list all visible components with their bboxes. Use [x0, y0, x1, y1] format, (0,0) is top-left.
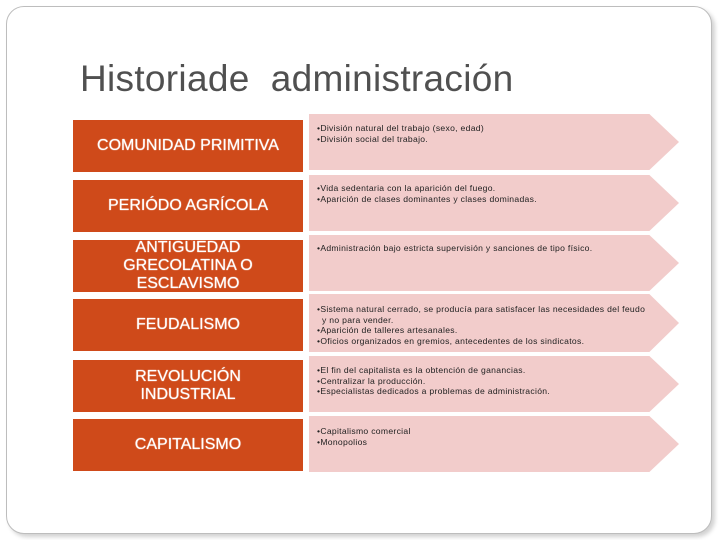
- era-label-box: [73, 360, 303, 412]
- bullet-list: [317, 183, 652, 204]
- era-label-box: [73, 120, 303, 172]
- era-label-box: [73, 299, 303, 351]
- bullet-item: • El fin del capitalista es la obtención de ganancias.: [317, 365, 652, 376]
- bullet-list: [317, 304, 652, 346]
- bullet-item: • Aparición de clases dominantes y clases dominadas.: [317, 194, 652, 205]
- bullet-item: • Vida sedentaria con la aparición del fuego.: [317, 183, 652, 194]
- bullet-item: • Administración bajo estricta supervisión y sanciones de tipo físico.: [317, 243, 652, 254]
- bullet-item: • División natural del trabajo (sexo, edad): [317, 123, 652, 134]
- bullet-item: • Aparición de talleres artesanales.: [317, 325, 652, 336]
- era-label: PERIÓDO AGRÍCOLA: [107, 197, 269, 214]
- slide-title: Historiade administración: [80, 58, 514, 99]
- bullet-item: • Sistema natural cerrado, se producía para satisfacer las necesidades del feudo y no para vender.: [317, 304, 652, 325]
- bullet-item: • División social del trabajo.: [317, 134, 652, 145]
- bullet-item: • Capitalismo comercial: [317, 426, 652, 437]
- era-label-box: [73, 419, 303, 471]
- bullet-list: [317, 243, 652, 254]
- era-label: REVOLUCIÓN INDUSTRIAL: [135, 368, 241, 403]
- bullet-item: • Centralizar la producción.: [317, 376, 652, 387]
- bullet-list: [317, 426, 652, 447]
- bullet-list: [317, 123, 652, 144]
- bullet-item: • Monopolios: [317, 437, 652, 448]
- era-label-box: [73, 180, 303, 232]
- bullet-item: • Oficios organizados en gremios, antecedentes de los sindicatos.: [317, 336, 652, 347]
- era-label: CAPITALISMO: [134, 436, 242, 453]
- bullet-item: • Especialistas dedicados a problemas de administración.: [317, 386, 652, 397]
- bullet-list: [317, 365, 652, 397]
- era-label: ANTIGÜEDAD GRECOLATINA O ESCLAVISMO: [123, 240, 253, 292]
- era-label: FEUDALISMO: [135, 316, 240, 333]
- era-label: COMUNIDAD PRIMITIVA: [97, 137, 279, 154]
- era-label-box: [73, 240, 303, 292]
